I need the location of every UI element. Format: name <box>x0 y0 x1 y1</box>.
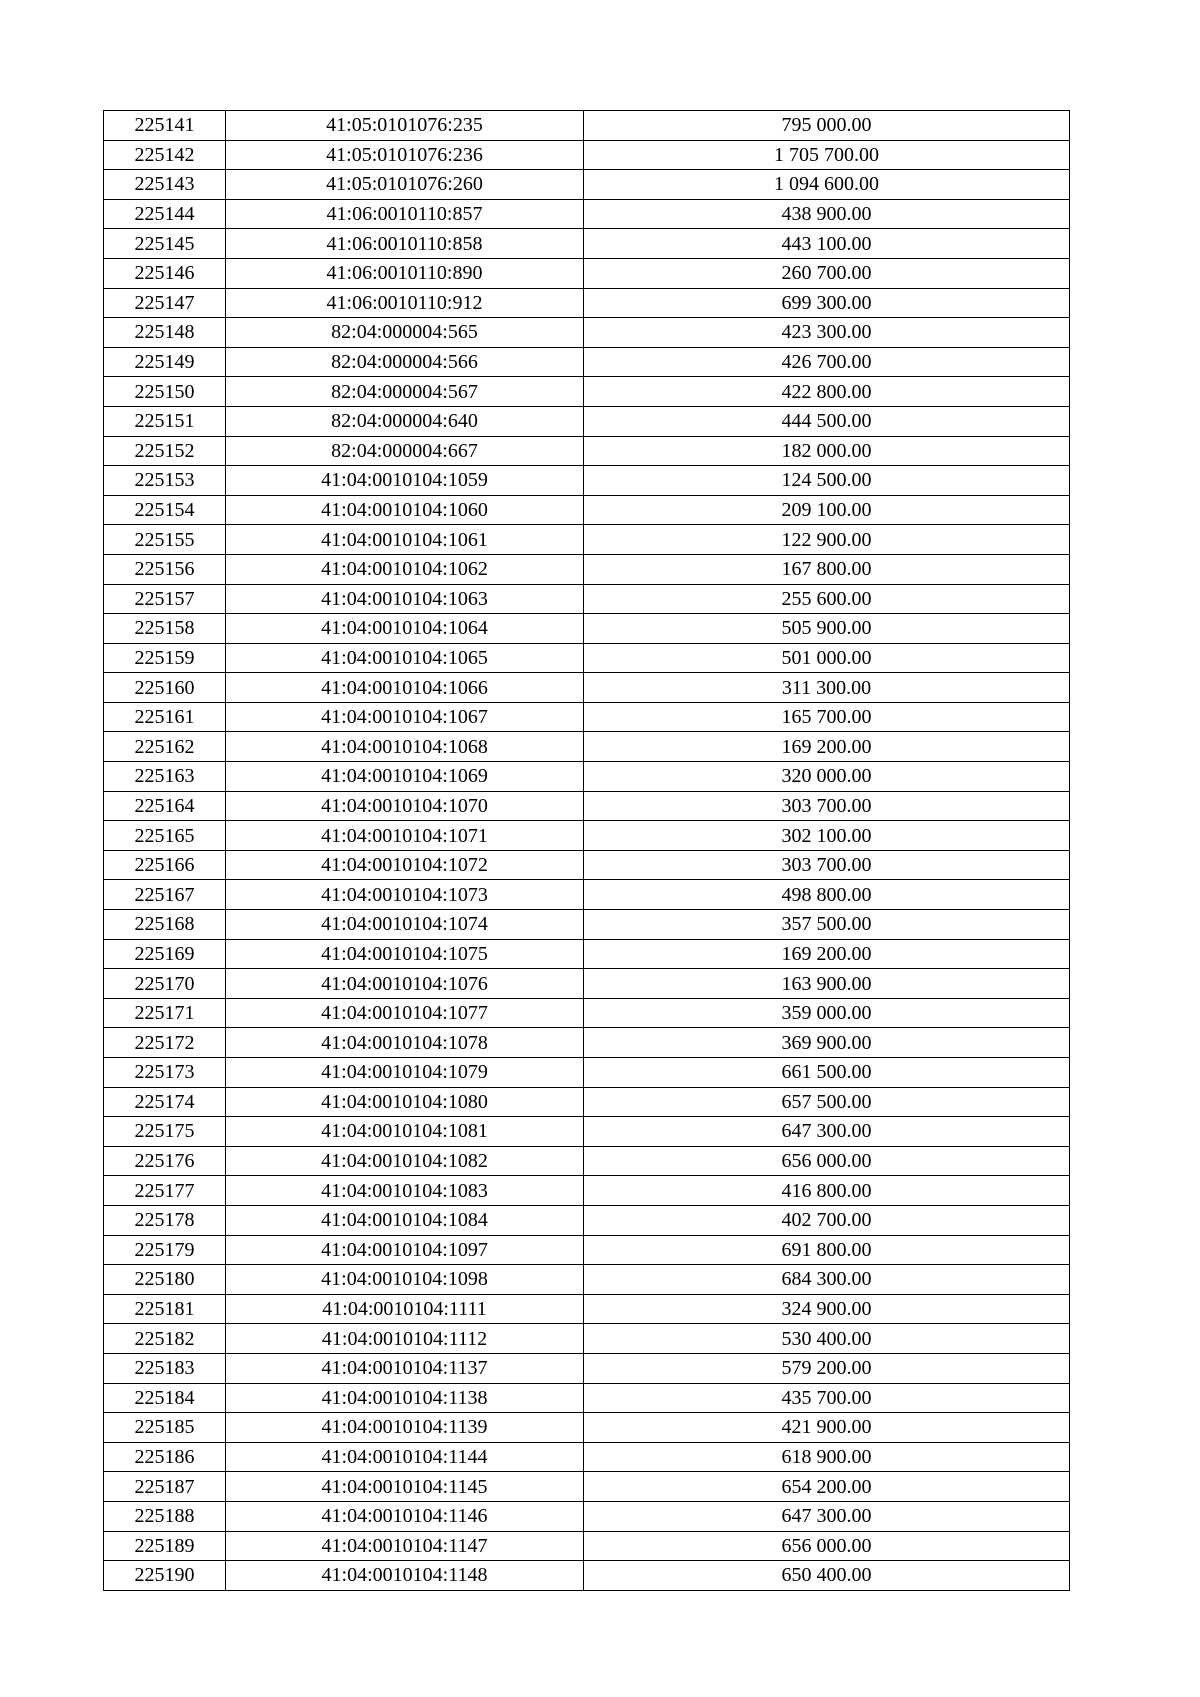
cadastral-number-cell: 41:04:0010104:1146 <box>226 1501 584 1531</box>
row-number-cell: 225187 <box>104 1472 226 1502</box>
table-row <box>104 1413 1070 1443</box>
cadastral-number-cell: 41:04:0010104:1079 <box>226 1058 584 1088</box>
row-number-cell: 225145 <box>104 229 226 259</box>
cadastral-value-cell: 443 100.00 <box>584 229 1070 259</box>
row-number-cell: 225177 <box>104 1176 226 1206</box>
table-row <box>104 406 1070 436</box>
cadastral-number-cell: 41:04:0010104:1138 <box>226 1383 584 1413</box>
row-number-cell: 225161 <box>104 702 226 732</box>
cadastral-value-cell: 656 000.00 <box>584 1146 1070 1176</box>
table-row <box>104 1383 1070 1413</box>
cadastral-value-cell: 163 900.00 <box>584 969 1070 999</box>
cadastral-number-cell: 41:04:0010104:1145 <box>226 1472 584 1502</box>
cadastral-number-cell: 41:04:0010104:1148 <box>226 1561 584 1591</box>
cadastral-value-cell: 169 200.00 <box>584 939 1070 969</box>
row-number-cell: 225189 <box>104 1531 226 1561</box>
cadastral-value-cell: 311 300.00 <box>584 673 1070 703</box>
cadastral-value-cell: 124 500.00 <box>584 466 1070 496</box>
row-number-cell: 225144 <box>104 199 226 229</box>
cadastral-value-cell: 324 900.00 <box>584 1294 1070 1324</box>
cadastral-number-cell: 41:04:0010104:1062 <box>226 554 584 584</box>
cadastral-value-cell: 165 700.00 <box>584 702 1070 732</box>
table-row <box>104 111 1070 141</box>
table-row <box>104 1442 1070 1472</box>
table-row <box>104 288 1070 318</box>
row-number-cell: 225186 <box>104 1442 226 1472</box>
cadastral-value-cell: 320 000.00 <box>584 762 1070 792</box>
cadastral-value-cell: 122 900.00 <box>584 525 1070 555</box>
cadastral-number-cell: 41:04:0010104:1065 <box>226 643 584 673</box>
cadastral-number-cell: 41:04:0010104:1084 <box>226 1205 584 1235</box>
cadastral-number-cell: 41:04:0010104:1080 <box>226 1087 584 1117</box>
table-row <box>104 1176 1070 1206</box>
row-number-cell: 225168 <box>104 910 226 940</box>
cadastral-number-cell: 41:04:0010104:1111 <box>226 1294 584 1324</box>
cadastral-value-cell: 1 094 600.00 <box>584 170 1070 200</box>
row-number-cell: 225174 <box>104 1087 226 1117</box>
cadastral-number-cell: 82:04:000004:567 <box>226 377 584 407</box>
table-row <box>104 1472 1070 1502</box>
table-row <box>104 1265 1070 1295</box>
table-row <box>104 466 1070 496</box>
table-row <box>104 732 1070 762</box>
table-row <box>104 347 1070 377</box>
cadastral-number-cell: 41:04:0010104:1139 <box>226 1413 584 1443</box>
table-row <box>104 614 1070 644</box>
cadastral-number-cell: 82:04:000004:667 <box>226 436 584 466</box>
cadastral-number-cell: 41:04:0010104:1067 <box>226 702 584 732</box>
table-row <box>104 436 1070 466</box>
cadastral-value-cell: 699 300.00 <box>584 288 1070 318</box>
table-row <box>104 495 1070 525</box>
row-number-cell: 225147 <box>104 288 226 318</box>
cadastral-value-cell: 650 400.00 <box>584 1561 1070 1591</box>
cadastral-value-cell: 691 800.00 <box>584 1235 1070 1265</box>
table-row <box>104 584 1070 614</box>
cadastral-value-cell: 618 900.00 <box>584 1442 1070 1472</box>
cadastral-value-cell: 182 000.00 <box>584 436 1070 466</box>
cadastral-value-table <box>103 110 1070 1591</box>
row-number-cell: 225164 <box>104 791 226 821</box>
row-number-cell: 225158 <box>104 614 226 644</box>
cadastral-value-cell: 302 100.00 <box>584 821 1070 851</box>
row-number-cell: 225173 <box>104 1058 226 1088</box>
table-row <box>104 939 1070 969</box>
cadastral-number-cell: 41:04:0010104:1059 <box>226 466 584 496</box>
cadastral-value-cell: 1 705 700.00 <box>584 140 1070 170</box>
row-number-cell: 225170 <box>104 969 226 999</box>
cadastral-value-cell: 654 200.00 <box>584 1472 1070 1502</box>
cadastral-number-cell: 41:04:0010104:1070 <box>226 791 584 821</box>
cadastral-number-cell: 82:04:000004:565 <box>226 318 584 348</box>
row-number-cell: 225167 <box>104 880 226 910</box>
row-number-cell: 225141 <box>104 111 226 141</box>
cadastral-number-cell: 41:04:0010104:1064 <box>226 614 584 644</box>
row-number-cell: 225184 <box>104 1383 226 1413</box>
cadastral-value-cell: 647 300.00 <box>584 1117 1070 1147</box>
row-number-cell: 225148 <box>104 318 226 348</box>
cadastral-value-cell: 684 300.00 <box>584 1265 1070 1295</box>
cadastral-number-cell: 41:04:0010104:1075 <box>226 939 584 969</box>
cadastral-value-cell: 303 700.00 <box>584 850 1070 880</box>
table-row <box>104 1205 1070 1235</box>
cadastral-number-cell: 41:04:0010104:1097 <box>226 1235 584 1265</box>
cadastral-value-cell: 661 500.00 <box>584 1058 1070 1088</box>
cadastral-value-cell: 303 700.00 <box>584 791 1070 821</box>
table-row <box>104 377 1070 407</box>
row-number-cell: 225190 <box>104 1561 226 1591</box>
table-row <box>104 910 1070 940</box>
row-number-cell: 225182 <box>104 1324 226 1354</box>
cadastral-number-cell: 41:04:0010104:1072 <box>226 850 584 880</box>
cadastral-value-cell: 423 300.00 <box>584 318 1070 348</box>
cadastral-value-cell: 426 700.00 <box>584 347 1070 377</box>
table-row <box>104 170 1070 200</box>
row-number-cell: 225185 <box>104 1413 226 1443</box>
row-number-cell: 225155 <box>104 525 226 555</box>
table-row <box>104 1117 1070 1147</box>
row-number-cell: 225178 <box>104 1205 226 1235</box>
cadastral-number-cell: 41:04:0010104:1078 <box>226 1028 584 1058</box>
table-row <box>104 1561 1070 1591</box>
table-row <box>104 1235 1070 1265</box>
table-row <box>104 762 1070 792</box>
row-number-cell: 225183 <box>104 1353 226 1383</box>
cadastral-value-cell: 498 800.00 <box>584 880 1070 910</box>
table-row <box>104 821 1070 851</box>
cadastral-number-cell: 41:04:0010104:1112 <box>226 1324 584 1354</box>
cadastral-number-cell: 41:04:0010104:1066 <box>226 673 584 703</box>
cadastral-value-cell: 530 400.00 <box>584 1324 1070 1354</box>
row-number-cell: 225157 <box>104 584 226 614</box>
cadastral-value-cell: 357 500.00 <box>584 910 1070 940</box>
table-row <box>104 1087 1070 1117</box>
table-row <box>104 229 1070 259</box>
cadastral-value-cell: 435 700.00 <box>584 1383 1070 1413</box>
cadastral-number-cell: 41:04:0010104:1083 <box>226 1176 584 1206</box>
cadastral-value-cell: 579 200.00 <box>584 1353 1070 1383</box>
table-row <box>104 1501 1070 1531</box>
cadastral-value-cell: 501 000.00 <box>584 643 1070 673</box>
cadastral-value-cell: 167 800.00 <box>584 554 1070 584</box>
table-row <box>104 554 1070 584</box>
cadastral-number-cell: 41:05:0101076:235 <box>226 111 584 141</box>
cadastral-number-cell: 82:04:000004:566 <box>226 347 584 377</box>
table-row <box>104 702 1070 732</box>
table-row <box>104 1028 1070 1058</box>
row-number-cell: 225152 <box>104 436 226 466</box>
cadastral-number-cell: 41:04:0010104:1077 <box>226 998 584 1028</box>
cadastral-number-cell: 41:04:0010104:1060 <box>226 495 584 525</box>
row-number-cell: 225165 <box>104 821 226 851</box>
table-row <box>104 1531 1070 1561</box>
cadastral-number-cell: 41:04:0010104:1082 <box>226 1146 584 1176</box>
table-row <box>104 643 1070 673</box>
table-row <box>104 791 1070 821</box>
table-row <box>104 525 1070 555</box>
cadastral-value-cell: 260 700.00 <box>584 258 1070 288</box>
row-number-cell: 225143 <box>104 170 226 200</box>
cadastral-value-cell: 647 300.00 <box>584 1501 1070 1531</box>
cadastral-value-cell: 209 100.00 <box>584 495 1070 525</box>
table-row <box>104 880 1070 910</box>
cadastral-value-cell: 416 800.00 <box>584 1176 1070 1206</box>
cadastral-number-cell: 41:04:0010104:1137 <box>226 1353 584 1383</box>
row-number-cell: 225176 <box>104 1146 226 1176</box>
row-number-cell: 225172 <box>104 1028 226 1058</box>
cadastral-number-cell: 41:06:0010110:912 <box>226 288 584 318</box>
row-number-cell: 225171 <box>104 998 226 1028</box>
row-number-cell: 225153 <box>104 466 226 496</box>
cadastral-number-cell: 41:04:0010104:1147 <box>226 1531 584 1561</box>
cadastral-value-cell: 402 700.00 <box>584 1205 1070 1235</box>
table-body <box>104 111 1070 1591</box>
table-row <box>104 1353 1070 1383</box>
table-row <box>104 1324 1070 1354</box>
table-row <box>104 673 1070 703</box>
cadastral-value-cell: 505 900.00 <box>584 614 1070 644</box>
row-number-cell: 225160 <box>104 673 226 703</box>
cadastral-number-cell: 41:04:0010104:1098 <box>226 1265 584 1295</box>
cadastral-value-cell: 657 500.00 <box>584 1087 1070 1117</box>
row-number-cell: 225188 <box>104 1501 226 1531</box>
cadastral-value-cell: 421 900.00 <box>584 1413 1070 1443</box>
row-number-cell: 225169 <box>104 939 226 969</box>
cadastral-number-cell: 41:04:0010104:1063 <box>226 584 584 614</box>
table-row <box>104 850 1070 880</box>
row-number-cell: 225163 <box>104 762 226 792</box>
table-row <box>104 1058 1070 1088</box>
table-row <box>104 1294 1070 1324</box>
cadastral-value-cell: 169 200.00 <box>584 732 1070 762</box>
cadastral-number-cell: 41:04:0010104:1081 <box>226 1117 584 1147</box>
cadastral-number-cell: 41:04:0010104:1061 <box>226 525 584 555</box>
table-row <box>104 199 1070 229</box>
cadastral-number-cell: 41:04:0010104:1076 <box>226 969 584 999</box>
cadastral-value-cell: 255 600.00 <box>584 584 1070 614</box>
row-number-cell: 225154 <box>104 495 226 525</box>
row-number-cell: 225175 <box>104 1117 226 1147</box>
row-number-cell: 225142 <box>104 140 226 170</box>
row-number-cell: 225162 <box>104 732 226 762</box>
table-row <box>104 140 1070 170</box>
row-number-cell: 225151 <box>104 406 226 436</box>
row-number-cell: 225166 <box>104 850 226 880</box>
table-row <box>104 1146 1070 1176</box>
row-number-cell: 225146 <box>104 258 226 288</box>
cadastral-value-cell: 369 900.00 <box>584 1028 1070 1058</box>
cadastral-number-cell: 41:06:0010110:890 <box>226 258 584 288</box>
table-row <box>104 998 1070 1028</box>
table-row <box>104 258 1070 288</box>
table-row <box>104 969 1070 999</box>
row-number-cell: 225179 <box>104 1235 226 1265</box>
row-number-cell: 225156 <box>104 554 226 584</box>
cadastral-number-cell: 82:04:000004:640 <box>226 406 584 436</box>
table-row <box>104 318 1070 348</box>
cadastral-number-cell: 41:04:0010104:1073 <box>226 880 584 910</box>
row-number-cell: 225149 <box>104 347 226 377</box>
cadastral-value-cell: 444 500.00 <box>584 406 1070 436</box>
cadastral-number-cell: 41:05:0101076:236 <box>226 140 584 170</box>
row-number-cell: 225180 <box>104 1265 226 1295</box>
cadastral-value-cell: 438 900.00 <box>584 199 1070 229</box>
cadastral-number-cell: 41:04:0010104:1071 <box>226 821 584 851</box>
cadastral-number-cell: 41:04:0010104:1074 <box>226 910 584 940</box>
cadastral-number-cell: 41:04:0010104:1069 <box>226 762 584 792</box>
cadastral-value-cell: 422 800.00 <box>584 377 1070 407</box>
cadastral-value-cell: 359 000.00 <box>584 998 1070 1028</box>
cadastral-value-cell: 795 000.00 <box>584 111 1070 141</box>
cadastral-number-cell: 41:04:0010104:1068 <box>226 732 584 762</box>
cadastral-value-cell: 656 000.00 <box>584 1531 1070 1561</box>
row-number-cell: 225159 <box>104 643 226 673</box>
cadastral-number-cell: 41:06:0010110:857 <box>226 199 584 229</box>
row-number-cell: 225150 <box>104 377 226 407</box>
row-number-cell: 225181 <box>104 1294 226 1324</box>
cadastral-number-cell: 41:04:0010104:1144 <box>226 1442 584 1472</box>
cadastral-number-cell: 41:05:0101076:260 <box>226 170 584 200</box>
cadastral-number-cell: 41:06:0010110:858 <box>226 229 584 259</box>
